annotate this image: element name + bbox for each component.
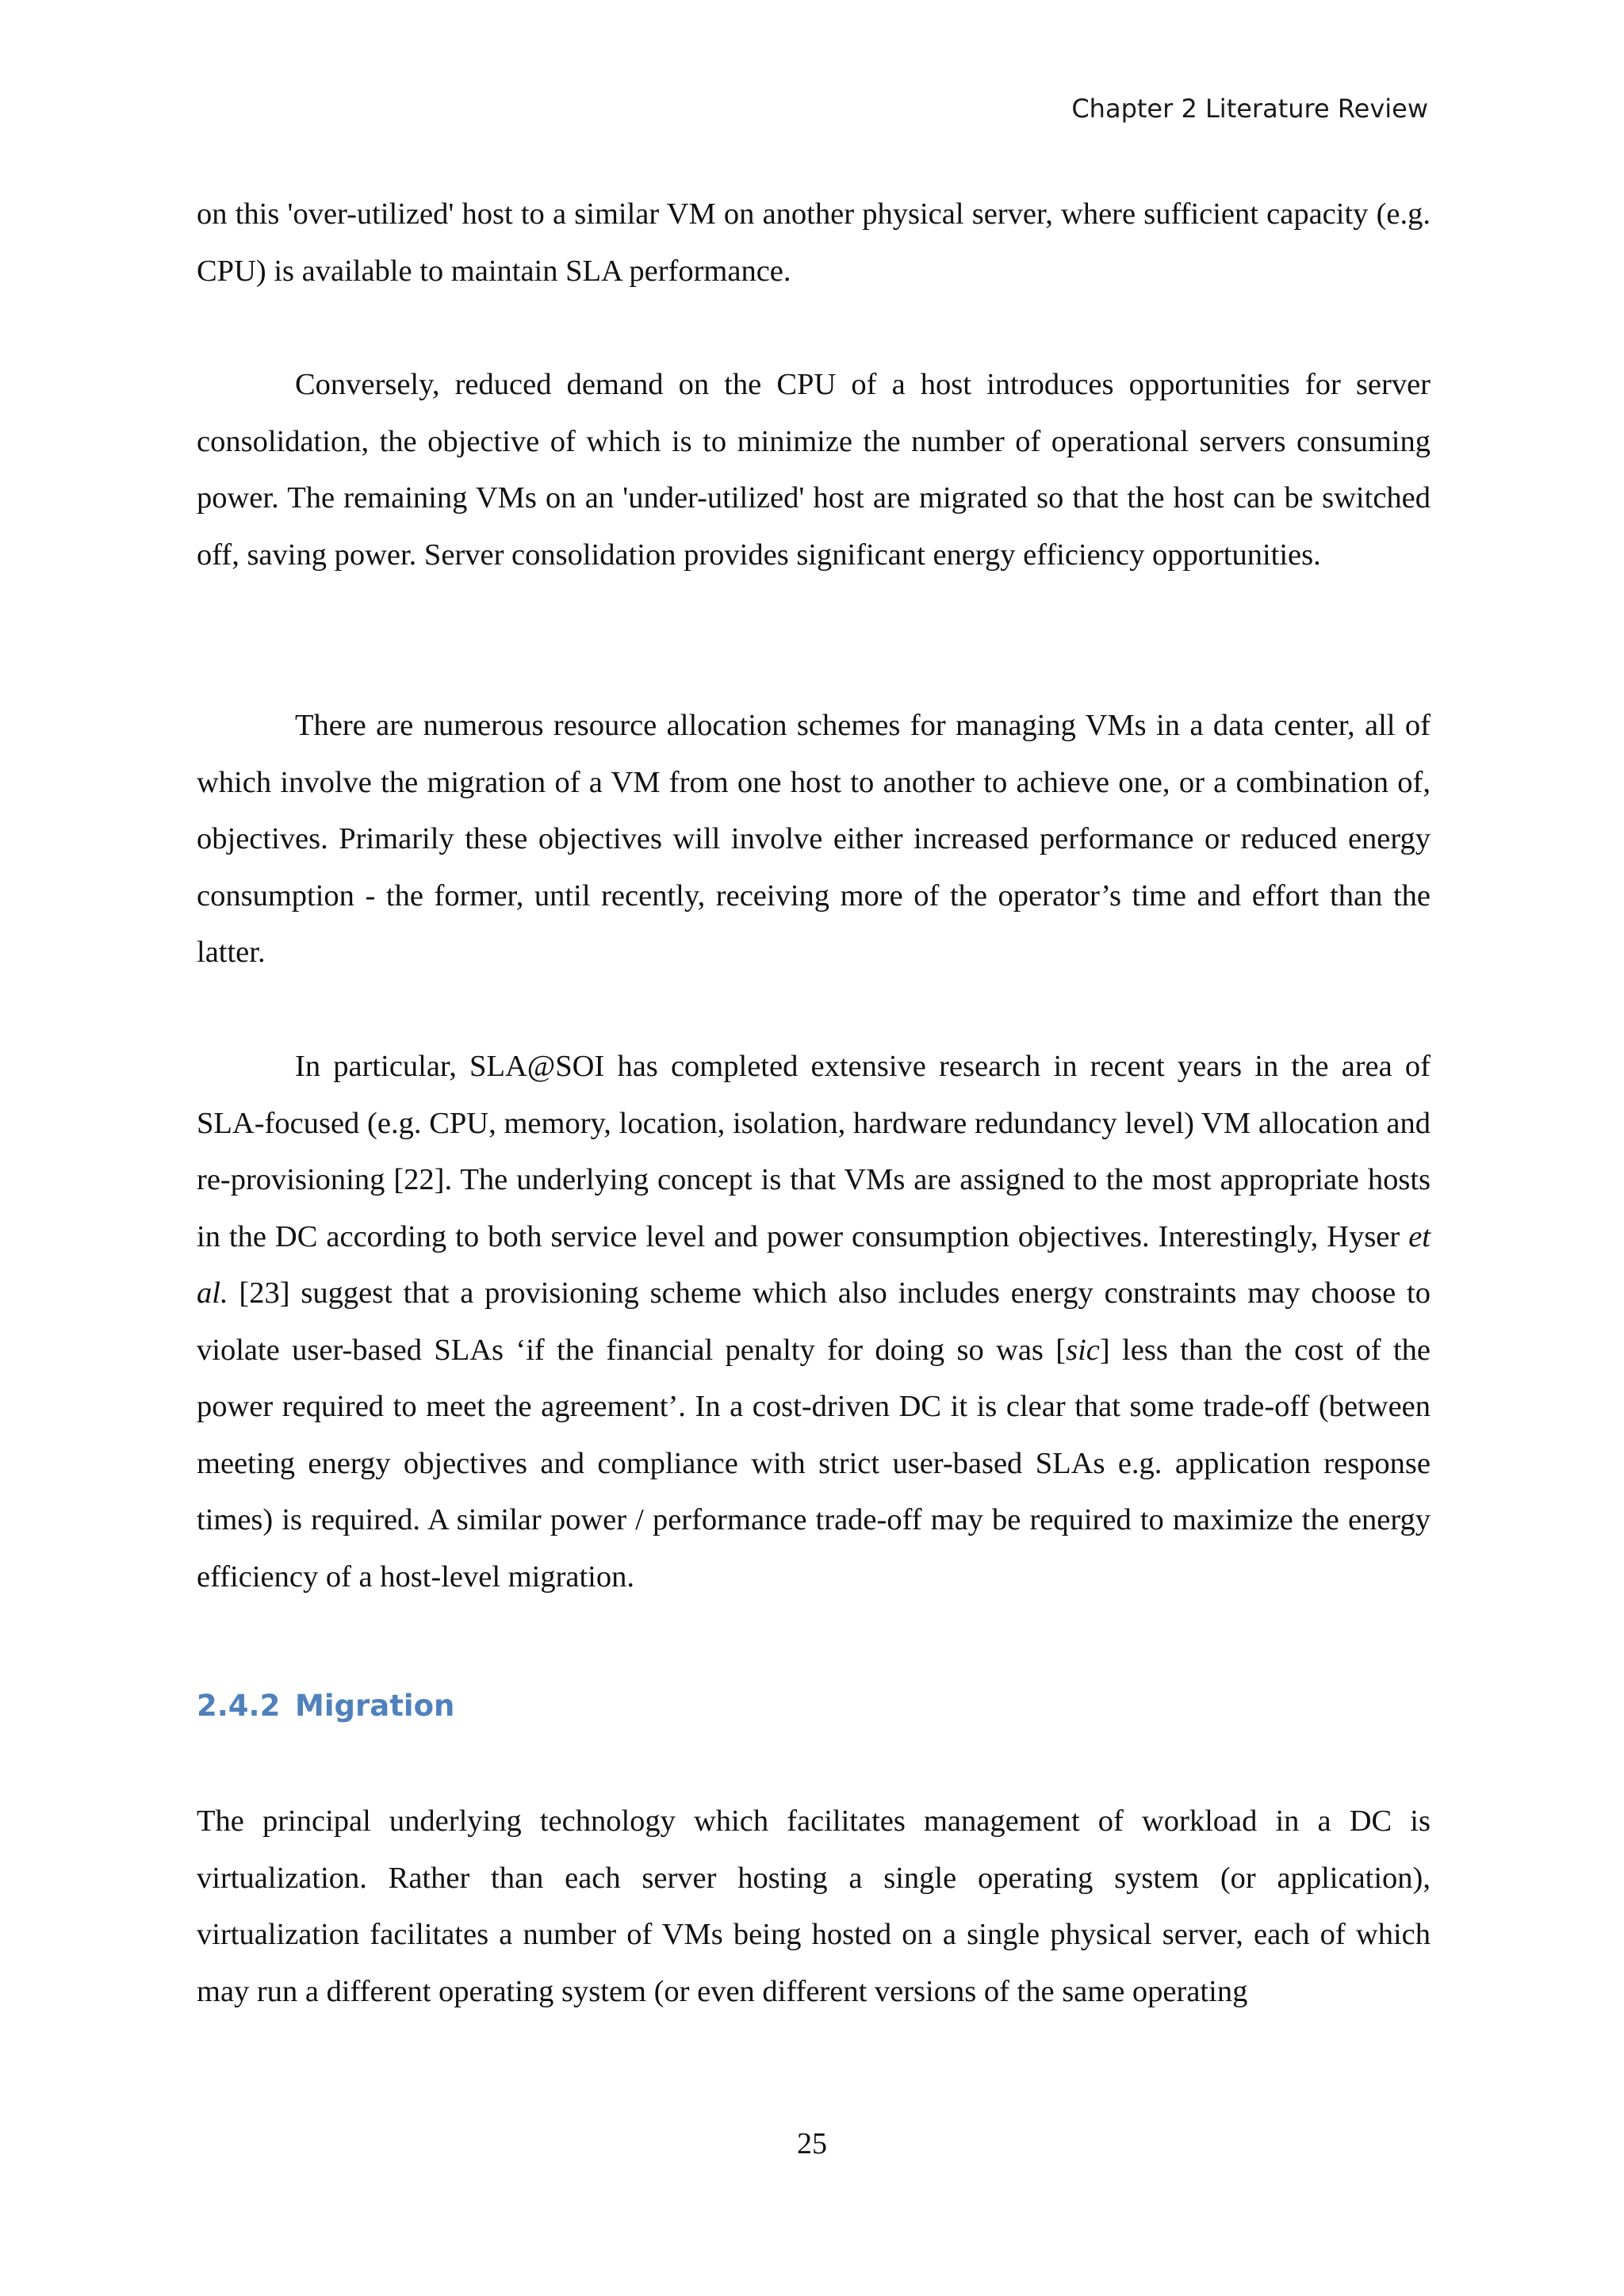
section-number: 2.4.2: [197, 1689, 281, 1723]
paragraph-text-segment: [23] suggest that a provisioning scheme which also includes energy constraints may choose to violate user-based SLAs ‘if the financial penalty for doing so was [: [197, 1276, 1431, 1367]
section-heading: [197, 1689, 454, 1723]
paragraph-resource-allocation: There are numerous resource allocation schemes for managing VMs in a data center, all of which involve the migration of a VM from one host to another to achieve one, or a combination of, objectives. Primarily these objectives will involve either increased performance or reduced energy consumption - the former, until recently, receiving more of the operator’s time and effort than the latter.: [197, 709, 1431, 969]
running-header: Chapter 2 Literature Review: [1071, 94, 1428, 124]
paragraph-virtualization: The principal underlying technology which facilitates management of workload in a DC is virtualization. Rather than each server hosting a single operating system (or application), virtualization facilitates a number of VMs being hosted on a single physical server, each of which may run a different operating system (or even different versions of the same operating: [197, 1804, 1431, 2008]
paragraph-server-consolidation: Conversely, reduced demand on the CPU of a host introduces opportunities for server consolidation, the objective of which is to minimize the number of operational servers consuming power. The remaining VMs on an 'under-utilized' host are migrated so that the host can be switched off, saving power. Server consolidation provides significant energy efficiency opportunities.: [197, 368, 1431, 572]
paragraph-continuation: on this 'over-utilized' host to a similar VM on another physical server, where sufficient capacity (e.g. CPU) is available to maintain SLA performance.: [197, 197, 1431, 288]
paragraph-text-segment: In particular, SLA@SOI has completed extensive research in recent years in the area of SLA-focused (e.g. CPU, memory, location, isolation, hardware redundancy level) VM allocation and re-provisioning [22]. The underlying concept is that VMs are assigned to the most appropriate hosts in the DC according to both service level and power consumption objectives. Interestingly, Hyser: [197, 1050, 1431, 1253]
paragraph-sla-research: [197, 1039, 1431, 1605]
italic-sic: sic: [1066, 1333, 1100, 1367]
paragraph-text-segment: ] less than the cost of the power required to meet the agreement’. In a cost-driven DC it is clear that some trade-off (between meeting energy objectives and compliance with strict user-based SLAs e.g. application response times) is required. A similar power / performance trade-off may be required to maximize the energy efficiency of a host-level migration.: [197, 1333, 1431, 1594]
page-number: 25: [797, 2127, 827, 2160]
italic-citation: et al.: [197, 1219, 1431, 1310]
section-title: Migration: [295, 1689, 455, 1723]
